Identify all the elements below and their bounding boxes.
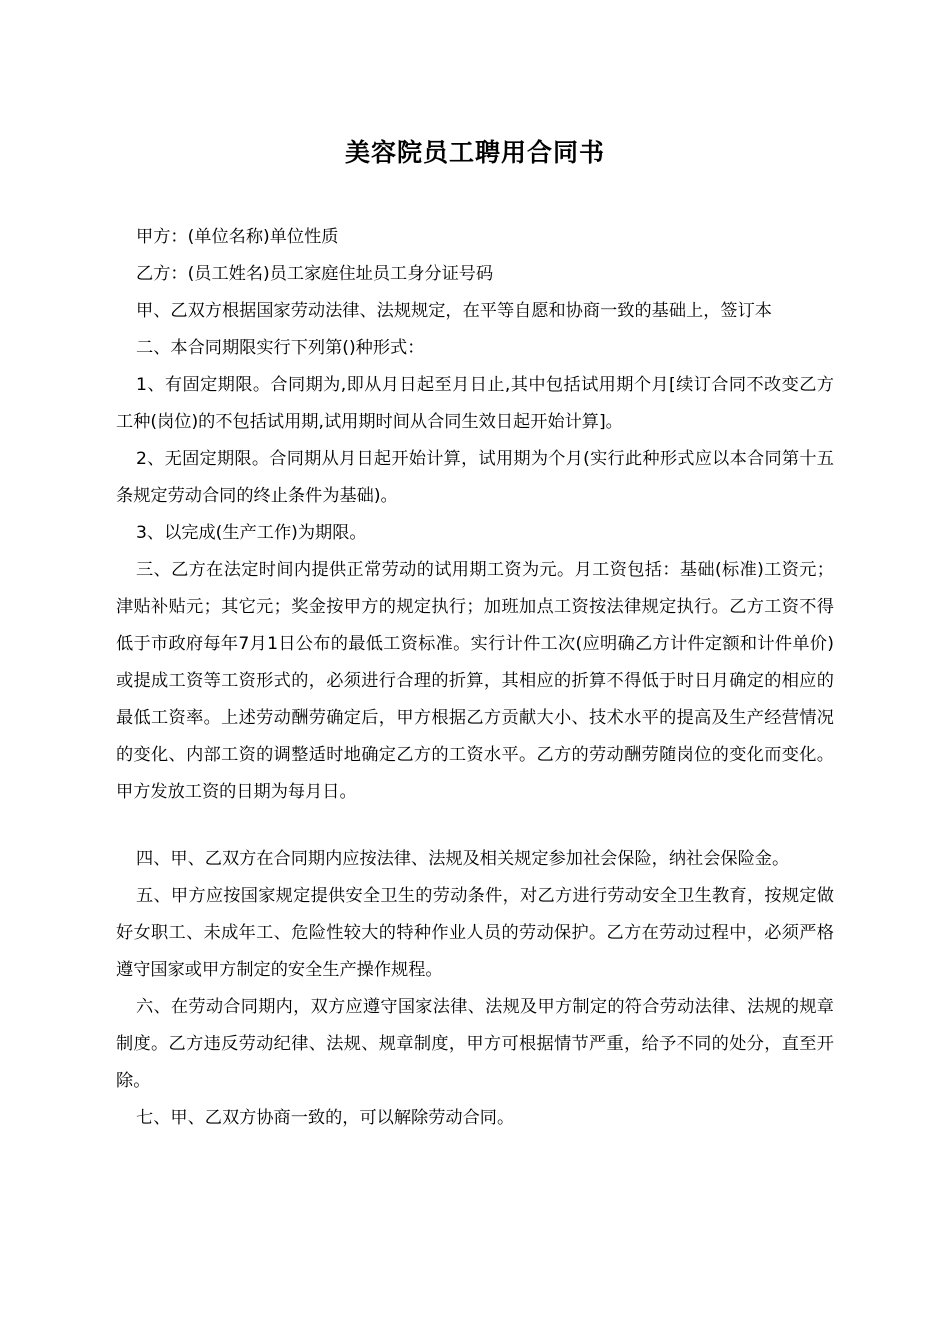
clause-3-paragraph: 三、乙方在法定时间内提供正常劳动的试用期工资为元。月工资包括：基础(标准)工资元；津贴补贴元；其它元；奖金按甲方的规定执行；加班加点工资按法律规定执行。乙方工资不得低于市政府每年7月1日公布的最低工资标准。实行计件工次(应明确乙方计件定额和计件单价)或提成工资等工资形式的，必须进行合理的折算，其相应的折算不得低于时日月确定的相应的最低工资率。上述劳动酬劳确定后，甲方根据乙方贡献大小、技术水平的提高及生产经营情况的变化、内部工资的调整适时地确定乙方的工资水平。乙方的劳动酬劳随岗位的变化而变化。甲方发放工资的日期为每月日。 — [116, 560, 834, 802]
document-title: 美容院员工聘用合同书 — [344, 138, 605, 167]
clause-2-heading: 二、本合同期限实行下列第()种形式： — [136, 338, 425, 358]
clause-2-option-3: 3、以完成(生产工作)为期限。 — [136, 523, 367, 543]
paragraph-gap — [116, 811, 834, 841]
preamble-paragraph: 甲、乙双方根据国家劳动法律、法规规定，在平等自愿和协商一致的基础上，签订本 — [136, 301, 772, 321]
clause-2-option-2: 2、无固定期限。合同期从月日起开始计算，试用期为个月(实行此种形式应以本合同第十五条规定劳动合同的终止条件为基础)。 — [116, 449, 834, 506]
clause-7-paragraph: 七、甲、乙双方协商一致的，可以解除劳动合同。 — [136, 1108, 515, 1128]
clause-6-paragraph: 六、在劳动合同期内，双方应遵守国家法律、法规及甲方制定的符合劳动法律、法规的规章制度。乙方违反劳动纪律、法规、规章制度，甲方可根据情节严重，给予不同的处分，直至开除。 — [116, 997, 834, 1091]
party-b-line: 乙方：(员工姓名)员工家庭住址员工身分证号码 — [136, 264, 494, 284]
clause-4-paragraph: 四、甲、乙双方在合同期内应按法律、法规及相关规定参加社会保险，纳社会保险金。 — [136, 849, 790, 869]
document-body — [116, 219, 834, 1137]
party-a-line: 甲方：(单位名称)单位性质 — [136, 227, 339, 247]
clause-5-paragraph: 五、甲方应按国家规定提供安全卫生的劳动条件，对乙方进行劳动安全卫生教育，按规定做好女职工、未成年工、危险性较大的特种作业人员的劳动保护。乙方在劳动过程中，必须严格遵守国家或甲方制定的安全生产操作规程。 — [116, 886, 834, 980]
clause-2-option-1: 1、有固定期限。合同期为,即从月日起至月日止,其中包括试用期个月[续订合同不改变乙方工种(岗位)的不包括试用期,试用期时间从合同生效日起开始计算]。 — [116, 375, 834, 432]
